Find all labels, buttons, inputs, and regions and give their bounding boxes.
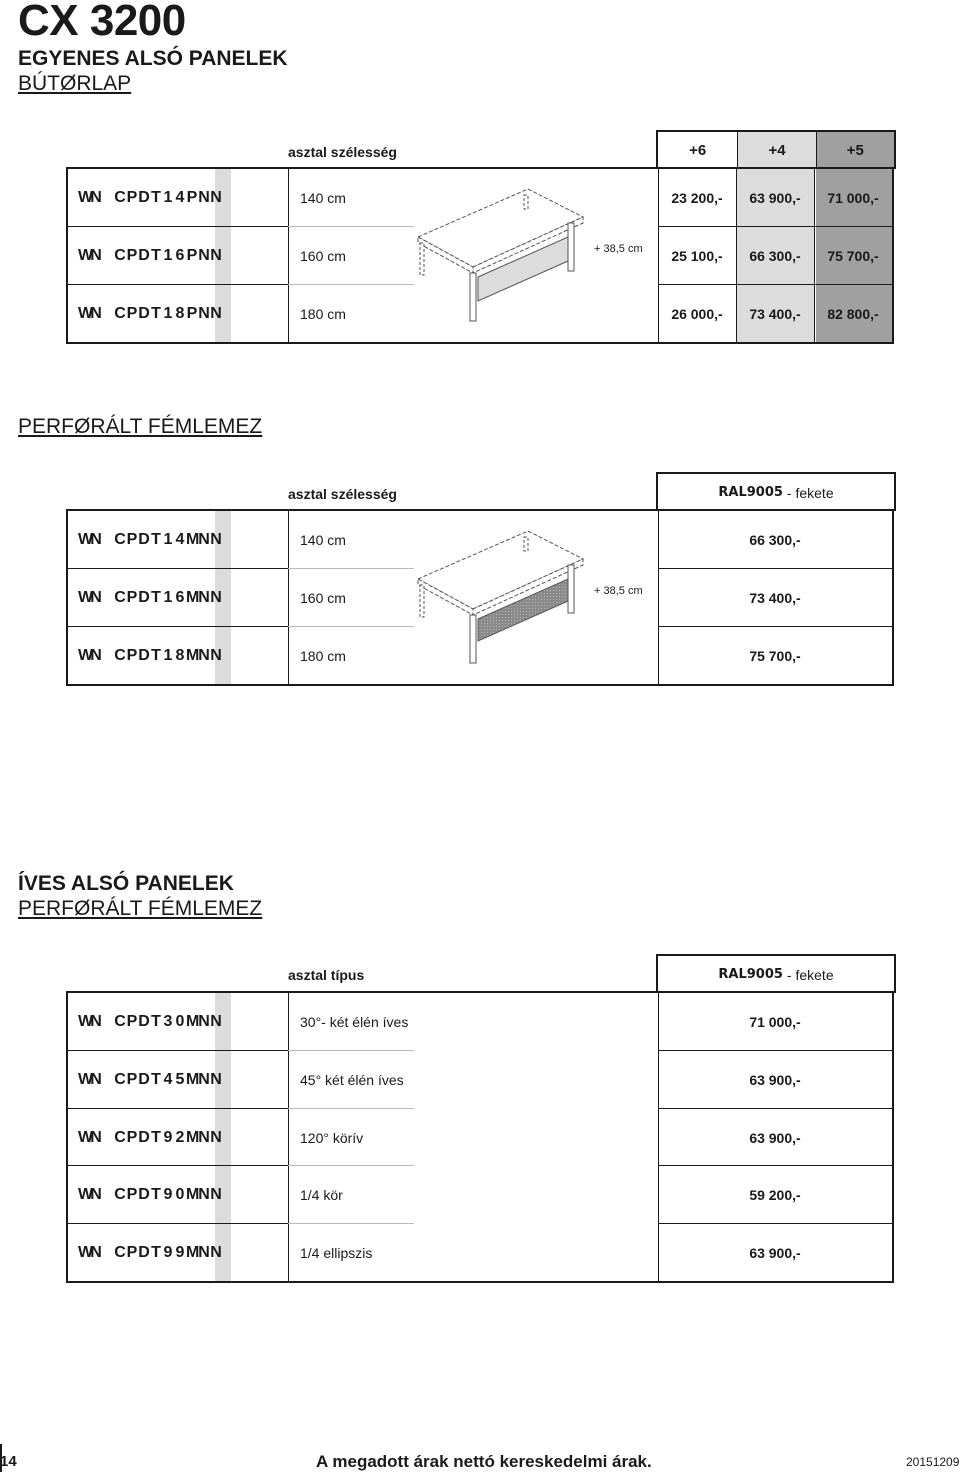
table1 — [66, 167, 894, 344]
desk-panel-illustration — [408, 181, 658, 331]
code-char: C — [114, 1243, 126, 1261]
code-char: 6 — [175, 588, 185, 606]
product-code — [78, 511, 222, 568]
code-char: 8 — [175, 304, 185, 322]
price-cell: 66 300,- — [749, 531, 801, 548]
code-char: 6 — [175, 246, 185, 264]
code-char: W — [78, 1243, 94, 1261]
code-char: N — [198, 588, 210, 606]
price-cell: 25 100,- — [671, 247, 723, 264]
code-char: N — [198, 1243, 210, 1261]
table3-row — [68, 1051, 892, 1108]
code-char: W — [78, 188, 94, 206]
code-char: P — [126, 588, 138, 606]
dimension-note: + 38,5 cm — [594, 243, 643, 255]
price-cell: 23 200,- — [671, 189, 723, 206]
table-width: 180 cm — [300, 305, 346, 322]
code-char: M — [186, 1070, 200, 1088]
code-char: D — [138, 1185, 150, 1203]
table3-row — [68, 1224, 892, 1281]
code-char: C — [114, 246, 126, 264]
code-char: N — [90, 1128, 102, 1146]
code-char: N — [90, 1185, 102, 1203]
code-char: M — [186, 588, 200, 606]
price-cell: 75 700,- — [749, 647, 801, 664]
code-char: N — [210, 188, 222, 206]
code-char: P — [126, 1070, 138, 1088]
code-char: 3 — [163, 1012, 173, 1030]
ral-code: RAL9005 — [718, 967, 783, 982]
code-char: W — [78, 246, 94, 264]
code-char: N — [210, 246, 222, 264]
code-char: 1 — [163, 188, 173, 206]
code-char: 8 — [175, 646, 185, 664]
desk-metal-panel-illustration — [408, 523, 658, 673]
code-char: N — [90, 646, 102, 664]
code-char: N — [90, 1070, 102, 1088]
code-char: N — [198, 1128, 210, 1146]
code-char: W — [78, 1070, 94, 1088]
table1-price-header — [656, 130, 896, 169]
code-char: P — [186, 246, 198, 264]
color-name: - fekete — [786, 484, 834, 501]
code-char: 2 — [175, 1128, 185, 1146]
price-cell: 26 000,- — [671, 305, 723, 322]
table-width: 180 cm — [300, 647, 346, 664]
page-title: CX 3200 — [18, 0, 186, 45]
code-char: C — [114, 646, 126, 664]
code-char: N — [90, 304, 102, 322]
product-code — [78, 285, 222, 342]
code-char: N — [210, 1243, 222, 1261]
code-char: M — [186, 1012, 200, 1030]
code-char: D — [138, 588, 150, 606]
table2-col-header: asztal szélesség — [288, 486, 397, 502]
code-char: N — [210, 1128, 222, 1146]
code-char: N — [198, 1070, 210, 1088]
code-char: M — [186, 530, 200, 548]
code-char: N — [90, 1243, 102, 1261]
table2 — [66, 509, 894, 686]
code-char: W — [78, 1185, 94, 1203]
code-char: D — [138, 1243, 150, 1261]
footer-note: A megadott árak nettó kereskedelmi árak. — [316, 1452, 652, 1471]
code-char: T — [151, 646, 161, 664]
product-code — [78, 227, 222, 284]
table-width: 140 cm — [300, 531, 346, 548]
code-char: 1 — [163, 646, 173, 664]
table-type: 1/4 ellipszis — [300, 1244, 373, 1261]
code-char: M — [186, 1243, 200, 1261]
code-char: N — [90, 188, 102, 206]
code-char: N — [198, 1185, 210, 1203]
code-char: M — [186, 1185, 200, 1203]
price-cell: 63 900,- — [749, 1244, 801, 1261]
price-cell: 59 200,- — [749, 1186, 801, 1203]
code-char: N — [198, 246, 210, 264]
code-char: 9 — [163, 1128, 173, 1146]
code-char: M — [186, 1128, 200, 1146]
code-char: P — [126, 1128, 138, 1146]
code-char: N — [198, 304, 210, 322]
code-char: D — [138, 530, 150, 548]
code-char: D — [138, 1128, 150, 1146]
product-code — [78, 1224, 222, 1281]
table-width: 160 cm — [300, 247, 346, 264]
price-cell: 82 800,- — [827, 305, 879, 322]
code-char: W — [78, 304, 94, 322]
code-char: C — [114, 188, 126, 206]
code-char: C — [114, 588, 126, 606]
code-char: 1 — [163, 530, 173, 548]
table2-price-header — [656, 472, 896, 511]
code-char: N — [198, 1012, 210, 1030]
code-char: T — [151, 304, 161, 322]
code-char: N — [210, 304, 222, 322]
table-width: 140 cm — [300, 189, 346, 206]
code-char: T — [151, 1243, 161, 1261]
code-char: 1 — [163, 246, 173, 264]
code-char: 5 — [175, 1070, 185, 1088]
table3-row — [68, 1166, 892, 1223]
code-char: 4 — [175, 188, 185, 206]
code-char: 4 — [163, 1070, 173, 1088]
code-char: D — [138, 246, 150, 264]
section1-title: EGYENES ALSÓ PANELEK — [18, 47, 288, 70]
table3-row — [68, 993, 892, 1050]
code-char: M — [186, 646, 200, 664]
code-char: N — [90, 1012, 102, 1030]
table3-col-header: asztal típus — [288, 967, 365, 983]
code-char: 1 — [163, 304, 173, 322]
code-char: P — [186, 188, 198, 206]
code-char: 9 — [163, 1243, 173, 1261]
ral-code: RAL9005 — [718, 485, 783, 500]
code-char: N — [210, 588, 222, 606]
code-char: 1 — [163, 588, 173, 606]
table3-row — [68, 1109, 892, 1166]
section3-subtitle: PERFØRÁLT FÉMLEMEZ — [18, 897, 263, 920]
code-char: P — [186, 304, 198, 322]
table-type: 30°- két élén íves — [300, 1013, 409, 1030]
code-char: N — [210, 1070, 222, 1088]
code-char: D — [138, 304, 150, 322]
product-code — [78, 627, 222, 684]
code-char: C — [114, 1128, 126, 1146]
code-char: N — [210, 646, 222, 664]
code-char: P — [126, 646, 138, 664]
page-number: 14 — [0, 1453, 17, 1470]
code-char: T — [151, 1012, 161, 1030]
code-char: P — [126, 1012, 138, 1030]
section1-subtitle: BÚTØRLAP — [18, 72, 132, 95]
price-header-2: +4 — [738, 132, 816, 169]
code-char: C — [114, 304, 126, 322]
code-char: N — [198, 530, 210, 548]
code-char: T — [151, 530, 161, 548]
code-char: D — [138, 1012, 150, 1030]
code-char: 4 — [175, 530, 185, 548]
code-char: P — [126, 304, 138, 322]
table-type: 1/4 kör — [300, 1186, 343, 1203]
table1-col-header: asztal szélesség — [288, 144, 397, 160]
code-char: N — [210, 1012, 222, 1030]
code-char: P — [126, 530, 138, 548]
price-cell: 63 900,- — [749, 1129, 801, 1146]
code-char: T — [151, 1070, 161, 1088]
table-type: 120° körív — [300, 1129, 364, 1146]
price-cell: 73 400,- — [749, 305, 801, 322]
code-char: C — [114, 530, 126, 548]
price-cell: 66 300,- — [749, 247, 801, 264]
price-cell: 71 000,- — [827, 189, 879, 206]
code-char: C — [114, 1012, 126, 1030]
table3-price-header — [656, 954, 896, 993]
code-char: 0 — [175, 1012, 185, 1030]
code-char: N — [90, 246, 102, 264]
code-char: D — [138, 1070, 150, 1088]
product-code — [78, 169, 222, 226]
code-char: T — [151, 188, 161, 206]
code-char: N — [90, 588, 102, 606]
dimension-note: + 38,5 cm — [594, 585, 643, 597]
price-header-3: +5 — [817, 132, 894, 169]
code-char: W — [78, 1012, 94, 1030]
code-char: C — [114, 1185, 126, 1203]
table-type: 45° két élén íves — [300, 1071, 404, 1088]
price-cell: 73 400,- — [749, 589, 801, 606]
code-char: N — [210, 1185, 222, 1203]
code-char: T — [151, 246, 161, 264]
code-char: P — [126, 188, 138, 206]
table-width: 160 cm — [300, 589, 346, 606]
code-char: 9 — [175, 1243, 185, 1261]
price-cell: 75 700,- — [827, 247, 879, 264]
product-code — [78, 1051, 222, 1108]
code-char: N — [210, 530, 222, 548]
product-code — [78, 569, 222, 626]
price-header-1: +6 — [658, 132, 738, 169]
section3-title: ÍVES ALSÓ PANELEK — [18, 872, 234, 895]
price-cell: 63 900,- — [749, 1071, 801, 1088]
code-char: T — [151, 1128, 161, 1146]
code-char: P — [126, 1185, 138, 1203]
code-char: W — [78, 530, 94, 548]
code-char: N — [198, 188, 210, 206]
color-name: - fekete — [786, 966, 834, 983]
code-char: D — [138, 646, 150, 664]
code-char: W — [78, 646, 94, 664]
table3 — [66, 991, 894, 1283]
code-char: 0 — [175, 1185, 185, 1203]
code-char: N — [90, 530, 102, 548]
code-char: 9 — [163, 1185, 173, 1203]
code-char: N — [198, 646, 210, 664]
product-code — [78, 1166, 222, 1223]
code-char: W — [78, 588, 94, 606]
code-char: P — [126, 1243, 138, 1261]
code-char: C — [114, 1070, 126, 1088]
product-code — [78, 1109, 222, 1166]
section2-subtitle: PERFØRÁLT FÉMLEMEZ — [18, 415, 263, 438]
code-char: P — [126, 246, 138, 264]
code-char: T — [151, 588, 161, 606]
product-code — [78, 993, 222, 1050]
footer-date: 20151209 — [906, 1455, 960, 1469]
price-cell: 71 000,- — [749, 1013, 801, 1030]
code-char: D — [138, 188, 150, 206]
code-char: W — [78, 1128, 94, 1146]
code-char: T — [151, 1185, 161, 1203]
price-cell: 63 900,- — [749, 189, 801, 206]
